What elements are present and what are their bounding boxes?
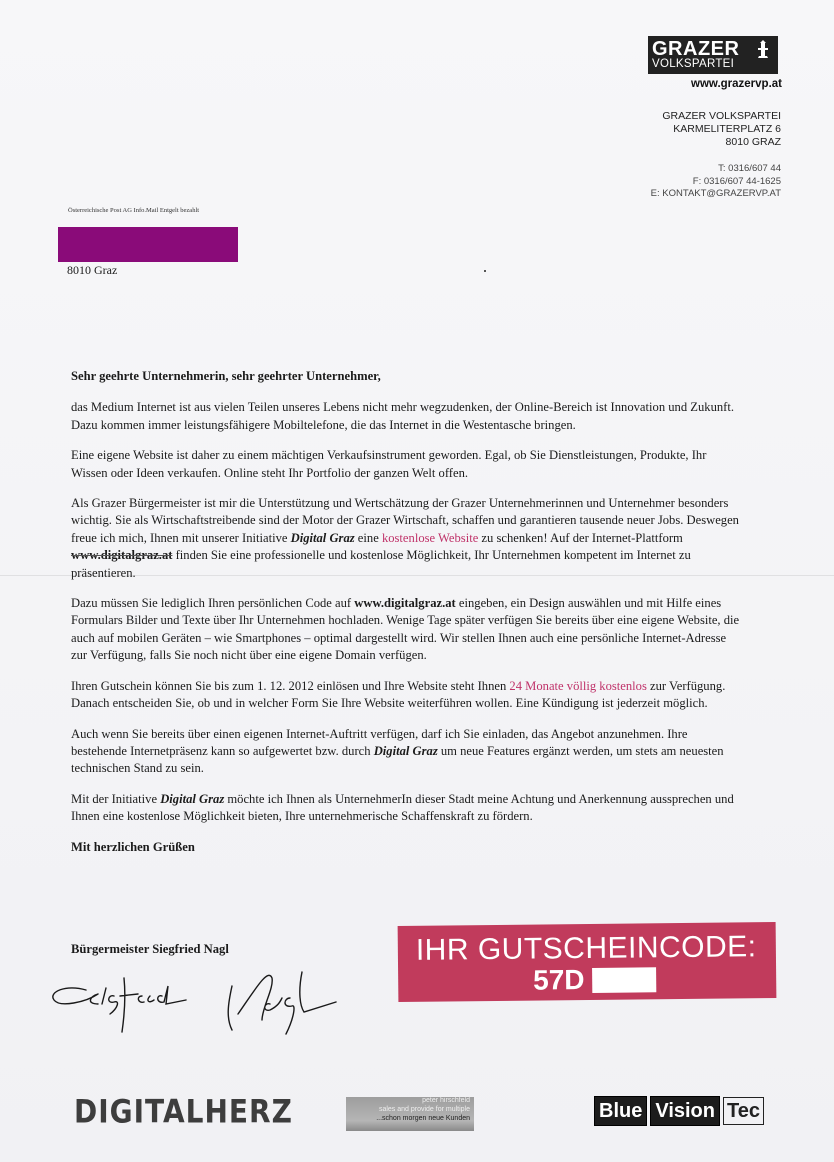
logo-part: Tec [723, 1097, 764, 1125]
logo-bottom-text: VOLKSPARTEI [652, 58, 735, 70]
voucher-code: 57D [533, 964, 585, 996]
platform-url: www.digitalgraz.at [71, 548, 173, 563]
paragraph-4 [71, 595, 743, 665]
text-run: Auch wenn Sie bereits über einen eigenen Internet-Auftritt verfügen, darf ich Sie einladen, das Angebot anzunehmen. Ihre bestehende Internetpräsenz kann so aufgewertet bzw. durch [71, 726, 688, 758]
text-run: Mit der Initiative [71, 791, 161, 806]
logo-part: Blue [594, 1096, 647, 1126]
signer-name: Bürgermeister Siegfried Nagl [71, 942, 229, 956]
clock-tower-icon [754, 40, 772, 58]
greeting: Sehr geehrte Unternehmerin, sehr geehrter Unternehmer, [71, 369, 381, 383]
address-line: 8010 GRAZ [725, 136, 781, 148]
contact-email: E: KONTAKT@GRAZERVP.AT [650, 188, 781, 199]
party-website: www.grazervp.at [691, 78, 782, 90]
ink-dot [484, 270, 486, 272]
platform-url: www.digitalgraz.at [354, 596, 456, 611]
digitalherz-logo: DIGITALHERZ [74, 1092, 293, 1131]
text-run: eine [354, 530, 382, 545]
paragraph-2: Eine eigene Website ist daher zu einem mächtigen Verkaufsinstrument geworden. Egal, ob Sie Dienstleistungen, Produkte, Ihr Wissen oder Ideen verkaufen. Online steht Ihr Portfolio der ganzen Welt offen. [71, 448, 707, 480]
recipient-redaction [58, 227, 238, 262]
text-run: Ihren Gutschein können Sie bis zum 1. 12. 2012 einlösen und Ihre Website steht Ihnen [71, 678, 510, 693]
paragraph-7 [71, 791, 743, 826]
recipient-city: 8010 Graz [67, 263, 118, 277]
handwritten-signature [46, 948, 346, 1048]
paragraph-1: das Medium Internet ist aus vielen Teilen unseres Lebens nicht mehr wegzudenken, der Online-Bereich ist Innovation und Zukunft. Dazu kommen immer leistungsfähigere Mobiltelefone, die das Internet in die Westentasche bringen. [71, 400, 735, 432]
text-run: eingeben, ein Design auswählen und mit Hilfe eines Formulars Bilder und Texte über Ihr Unternehmen hochladen. Wenige Tage später verfügen Sie bereits über eine eigene Website, die auch auf mobilen Geräten – wie Smartphones – optimal dargestellt wird. Wir stellen Ihnen auch eine persönliche Internet-Adresse zur Verfügung, falls Sie noch nicht über eine eigene Domain verfügen. [71, 596, 740, 663]
paragraph-3 [71, 495, 743, 582]
highlight-free-website: kostenlose Website [381, 530, 479, 545]
postage-note: Österreichische Post AG Info.Mail Entgelt bezahlt [68, 207, 200, 214]
sponsor-line: peter hirschfeld [422, 1097, 470, 1104]
highlight-free-months: 24 Monate völlig kostenlos [509, 678, 647, 693]
address-line: KARMELITERPLATZ 6 [673, 123, 781, 135]
logo-part: Vision [650, 1096, 720, 1126]
paragraph-6 [71, 726, 743, 778]
sender-address [662, 110, 781, 149]
sender-contact [651, 163, 781, 201]
text-run: möchte ich Ihnen als UnternehmerIn dieser Stadt meine Achtung und Anerkennung aussprechen und Ihnen eine kostenlose Möglichkeit bieten, Ihre unternehmerische Schaffenskraft zu fördern. [71, 791, 734, 824]
party-logo [648, 36, 778, 74]
text-run: zur Verfügung. Danach entscheiden Sie, ob und in welcher Form Sie Ihre Website weiterführen wollen. Eine Kündigung ist jederzeit möglich. [71, 678, 726, 711]
sponsor-banner [346, 1097, 474, 1131]
logo-top-text: GRAZER [652, 38, 740, 60]
brand-name: Digital Graz [290, 530, 355, 545]
text-run: um neue Features ergänzt werden, um stets am neuesten technischen Stand zu sein. [71, 743, 724, 776]
sponsor-line: ...schon morgen neue Kunden [376, 1115, 470, 1122]
voucher-code-box [398, 922, 777, 1002]
paragraph-5 [71, 678, 743, 713]
address-line: GRAZER VOLKSPARTEI [662, 110, 781, 122]
bluevisiontec-logo [594, 1096, 760, 1126]
contact-fax: F: 0316/607 44-1625 [692, 175, 781, 187]
letter-body [71, 368, 743, 869]
voucher-code-redaction [592, 967, 656, 993]
contact-phone: T: 0316/607 44 [718, 163, 781, 174]
brand-name: Digital Graz [160, 791, 225, 806]
sponsor-line: sales and provide for multiple [378, 1105, 470, 1113]
text-run: zu schenken! Auf der Internet-Plattform [478, 530, 683, 545]
text-run: Als Grazer Bürgermeister ist mir die Unterstützung und Wertschätzung der Grazer Unternehmerinnen und Unternehmer besonders wichtig. Sie als Wirtschaftstreibende sind der Motor der Grazer Wirtschaft, schaffen und garantieren tausende neuer Jobs. Deswegen freue ich mich, Ihnen mit unserer Initiative [71, 496, 739, 545]
brand-name: Digital Graz [373, 743, 438, 758]
text-run: Dazu müssen Sie lediglich Ihren persönlichen Code auf [71, 596, 355, 611]
text-run: finden Sie eine professionelle und kostenlose Möglichkeit, Ihr Unternehmen kompetent im Internet zu präsentieren. [71, 548, 691, 580]
closing: Mit herzlichen Grüßen [71, 839, 195, 854]
voucher-label: IHR GUTSCHEINCODE: [415, 930, 757, 967]
